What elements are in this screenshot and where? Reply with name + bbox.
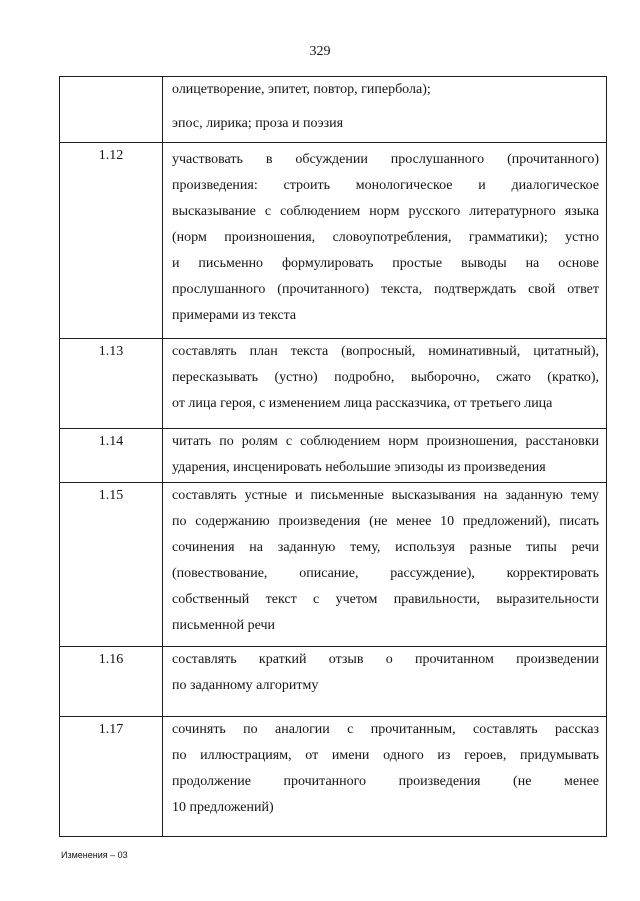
text-line: по содержанию произведения (не менее 10 предложений), писать	[172, 514, 599, 529]
paragraph	[172, 147, 599, 329]
text-line: составлять план текста (вопросный, номинативный, цитатный),	[172, 344, 599, 359]
footer-revision: Изменения – 03	[61, 850, 128, 860]
text-line: эпос, лирика; проза и поэзия	[172, 116, 344, 131]
row-number-cell	[60, 77, 163, 143]
text-line: сочинять по аналогии с прочитанным, составлять рассказ	[172, 722, 599, 737]
text-line: продолжение прочитанного произведения (не менее	[172, 774, 599, 789]
text-line: от лица героя, с изменением лица рассказчика, от третьего лица	[172, 396, 553, 411]
row-text-cell	[163, 429, 607, 483]
paragraph	[172, 483, 599, 639]
text-line: 10 предложений)	[172, 800, 274, 815]
row-text-cell	[163, 339, 607, 429]
row-text-cell	[163, 143, 607, 339]
table-row	[60, 429, 607, 483]
paragraph	[172, 77, 599, 103]
row-number-cell: 1.16	[60, 647, 163, 717]
row-number-cell: 1.13	[60, 339, 163, 429]
text-line: составлять краткий отзыв о прочитанном произведении	[172, 652, 599, 667]
row-number-cell: 1.15	[60, 483, 163, 647]
row-text-cell	[163, 77, 607, 143]
text-line: по заданному алгоритму	[172, 678, 319, 693]
paragraph	[172, 339, 599, 417]
text-line: прослушанного (прочитанного) текста, подтверждать свой ответ	[172, 282, 599, 297]
text-line: сочинения на заданную тему, используя разные типы речи	[172, 540, 599, 555]
table-row	[60, 483, 607, 647]
text-line: (повествование, описание, рассуждение), корректировать	[172, 566, 599, 581]
paragraph	[172, 429, 599, 481]
table-row	[60, 77, 607, 143]
text-line: произведения: строить монологическое и диалогическое	[172, 178, 599, 193]
page-number: 329	[309, 44, 331, 59]
requirements-table	[59, 76, 607, 837]
text-line: по иллюстрациям, от имени одного из героев, придумывать	[172, 748, 599, 763]
text-line: и письменно формулировать простые выводы на основе	[172, 256, 599, 271]
row-number-cell: 1.12	[60, 143, 163, 339]
text-line: олицетворение, эпитет, повтор, гипербола);	[172, 82, 431, 97]
text-line: письменной речи	[172, 618, 276, 633]
paragraph	[172, 717, 599, 821]
row-number-cell: 1.14	[60, 429, 163, 483]
paragraph	[172, 647, 599, 699]
text-line: (норм произношения, словоупотребления, грамматики); устно	[172, 230, 599, 245]
row-text-cell	[163, 717, 607, 837]
text-line: участвовать в обсуждении прослушанного (прочитанного)	[172, 152, 599, 167]
table-row	[60, 717, 607, 837]
text-line: ударения, инсценировать небольшие эпизоды из произведения	[172, 460, 546, 475]
paragraph	[172, 111, 599, 137]
row-text-cell	[163, 647, 607, 717]
text-line: примерами из текста	[172, 308, 297, 323]
table-row	[60, 143, 607, 339]
text-line: пересказывать (устно) подробно, выборочно, сжато (кратко),	[172, 370, 599, 385]
table-row	[60, 339, 607, 429]
table-row	[60, 647, 607, 717]
text-line: составлять устные и письменные высказывания на заданную тему	[172, 488, 599, 503]
text-line: читать по ролям с соблюдением норм произношения, расстановки	[172, 434, 599, 449]
row-text-cell	[163, 483, 607, 647]
row-number-cell: 1.17	[60, 717, 163, 837]
text-line: собственный текст с учетом правильности, выразительности	[172, 592, 599, 607]
text-line: высказывание с соблюдением норм русского литературного языка	[172, 204, 599, 219]
